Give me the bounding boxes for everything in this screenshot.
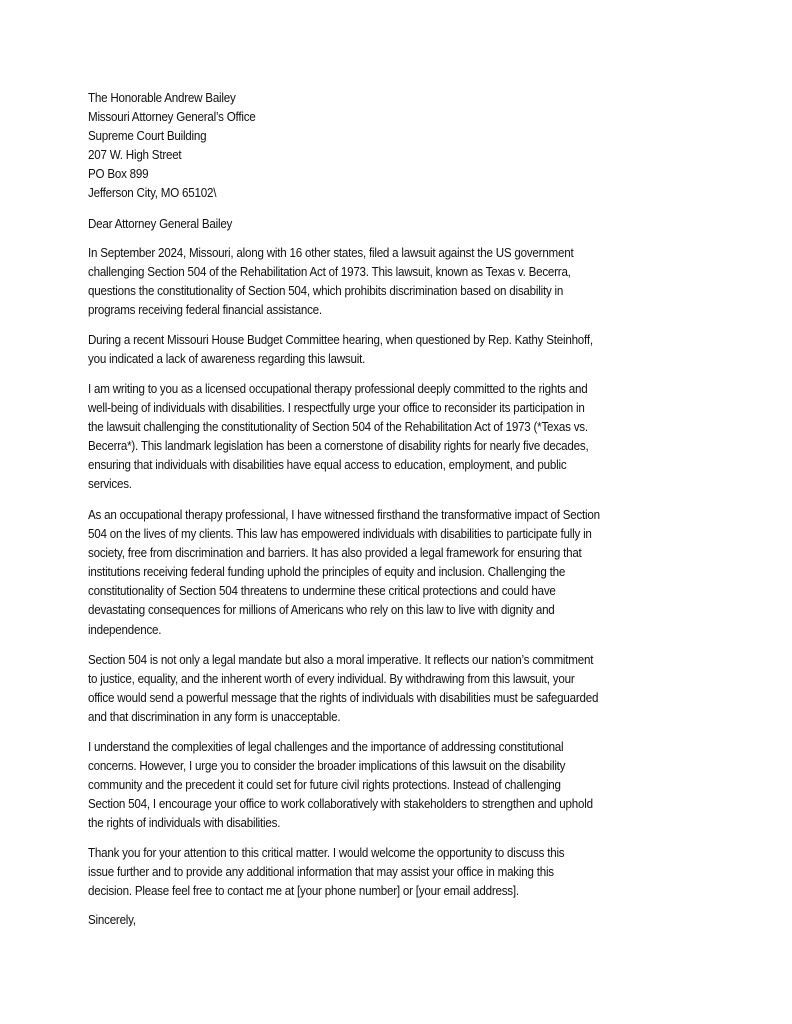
paragraph-line: the lawsuit challenging the constitutionality of Section 504 of the Rehabilitation Act of 1973 (*Texas vs. <box>88 419 588 435</box>
paragraph-hearing <box>88 330 728 368</box>
paragraph-legal-concerns <box>88 737 728 832</box>
paragraph-line: and that discrimination in any form is unacceptable. <box>88 709 341 725</box>
paragraph-line: you indicated a lack of awareness regarding this lawsuit. <box>88 351 366 367</box>
paragraph-moral-imperative <box>88 650 728 726</box>
paragraph-line: office would send a powerful message that the rights of individuals with disabilities must be safeguarded <box>88 690 599 706</box>
paragraph-line: questions the constitutionality of Section 504, which prohibits discrimination based on disability in <box>88 283 564 299</box>
paragraph-line: Becerra*). This landmark legislation has been a cornerstone of disability rights for nearly five decades, <box>88 438 589 454</box>
paragraph-writing-purpose <box>88 379 728 494</box>
paragraph-line: to justice, equality, and the inherent worth of every individual. By withdrawing from this lawsuit, your <box>88 671 575 687</box>
paragraph-line: programs receiving federal financial assistance. <box>88 302 322 318</box>
paragraph-line: Section 504, I encourage your office to work collaboratively with stakeholders to strengthen and uphold <box>88 796 593 812</box>
paragraph-line: well-being of individuals with disabilities. I respectfully urge your office to reconsider its participation in <box>88 400 585 416</box>
paragraph-line: Section 504 is not only a legal mandate but also a moral imperative. It reflects our nation’s commitment <box>88 652 594 667</box>
address-line-name: The Honorable Andrew Bailey <box>88 90 236 105</box>
closing <box>88 910 728 929</box>
paragraph-thank-you <box>88 843 728 900</box>
paragraph-line: decision. Please feel free to contact me at [your phone number] or [your email address]. <box>88 883 519 899</box>
paragraph-line: the rights of individuals with disabilities. <box>88 815 281 831</box>
paragraph-line: institutions receiving federal funding uphold the principles of equity and inclusion. Challenging the <box>88 564 566 580</box>
paragraph-line: Thank you for your attention to this critical matter. I would welcome the opportunity to discuss this <box>88 845 565 860</box>
address-line-building: Supreme Court Building <box>88 128 207 144</box>
paragraph-line: In September 2024, Missouri, along with 16 other states, filed a lawsuit against the US government <box>88 245 574 260</box>
paragraph-line: independence. <box>88 621 162 637</box>
paragraph-line: As an occupational therapy professional, I have witnessed firsthand the transformative impact of Section <box>88 507 600 522</box>
paragraph-line: 504 on the lives of my clients. This law has empowered individuals with disabilities to participate fully in <box>88 526 592 542</box>
paragraph-line: devastating consequences for millions of Americans who rely on this law to live with dignity and <box>88 602 555 618</box>
paragraph-lawsuit-intro <box>88 243 728 319</box>
paragraph-line: I understand the complexities of legal challenges and the importance of addressing constitutional <box>88 739 564 754</box>
salutation <box>88 214 728 233</box>
paragraph-line: challenging Section 504 of the Rehabilitation Act of 1973. This lawsuit, known as Texas v. Becerra, <box>88 264 571 280</box>
paragraph-line: During a recent Missouri House Budget Committee hearing, when questioned by Rep. Kathy Steinhoff, <box>88 332 593 347</box>
address-line-city: Jefferson City, MO 65102\ <box>88 185 217 201</box>
paragraph-line: services. <box>88 476 132 492</box>
address-line-po-box: PO Box 899 <box>88 166 149 182</box>
paragraph-ot-experience <box>88 505 728 639</box>
paragraph-line: issue further and to provide any additional information that may assist your office in making this <box>88 864 554 880</box>
paragraph-line: constitutionality of Section 504 threatens to undermine these critical protections and could have <box>88 583 556 599</box>
salutation-text: Dear Attorney General Bailey <box>88 216 233 231</box>
address-line-office: Missouri Attorney General’s Office <box>88 109 256 125</box>
recipient-address <box>88 88 728 203</box>
paragraph-line: concerns. However, I urge you to consider the broader implications of this lawsuit on the disability <box>88 758 566 774</box>
paragraph-line: I am writing to you as a licensed occupational therapy professional deeply committed to the rights and <box>88 381 588 396</box>
paragraph-line: ensuring that individuals with disabilities have equal access to education, employment, and public <box>88 457 567 473</box>
paragraph-line: community and the precedent it could set for future civil rights protections. Instead of challenging <box>88 777 561 793</box>
address-line-street: 207 W. High Street <box>88 147 182 163</box>
paragraph-line: society, free from discrimination and barriers. It has also provided a legal framework for ensuring that <box>88 545 582 561</box>
closing-text: Sincerely, <box>88 912 136 927</box>
